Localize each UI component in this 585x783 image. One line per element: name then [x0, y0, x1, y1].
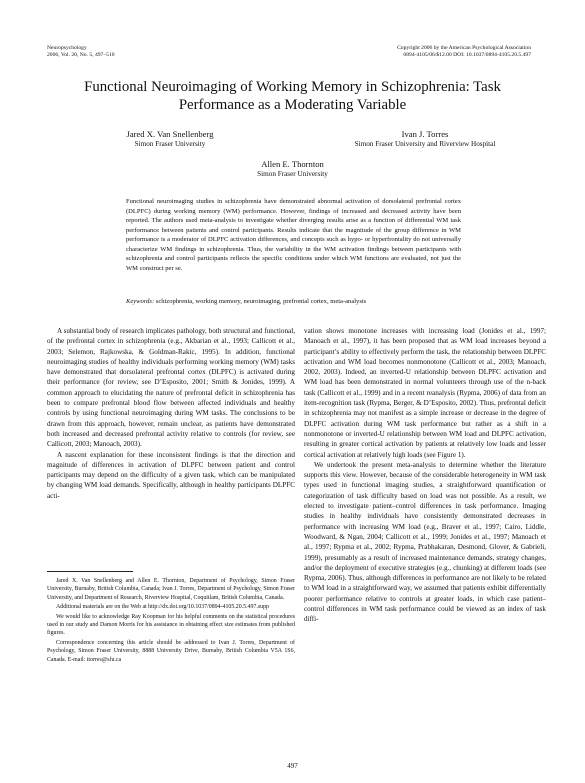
- article-title: Functional Neuroimaging of Working Memory in Schizophrenia: Task Performance as a Moderating Variable: [84, 79, 501, 113]
- author-name: Ivan J. Torres: [401, 129, 449, 139]
- author-affiliation: Simon Fraser University: [257, 169, 328, 178]
- author-affiliation: Simon Fraser University and Riverview Hospital: [354, 139, 496, 148]
- footnote-rule: [47, 571, 133, 572]
- copyright-notice: Copyright 2006 by the American Psychological Association: [397, 45, 531, 51]
- page-number: 497: [287, 762, 298, 770]
- issn-doi: 0894-4105/06/$12.00 DOI: 10.1037/0894-4105.20.5.497: [403, 52, 531, 58]
- author-block-2: [320, 129, 530, 149]
- running-header-left: [47, 45, 115, 59]
- keywords-label: Keywords:: [126, 298, 155, 305]
- body-paragraph: We undertook the present meta-analysis to determine whether the literature supports this view. However, because of the considerable heterogeneity in WM task types used in functional imaging studies, a straightforward quantification or categorization of task difficulty based on load was not possible. As a result, we elected to investigate patient–control differences in task performance. Imaging studies in healthy individuals have consistently demonstrated decreases in performance with increasing WM load (e.g., Braver et al., 1997; Cairo, Liddle, Woodward, & Ngan, 2004; Callicott et al., 1999; Jonides et al., 1997; Manoach et al., 1997; Rypma et al., 2002; Rypma, Prabhakaran, Desmond, Glover, & Gabrieli, 1999), presumably as a result of increased maintenance demands, strategy changes, and/or the deployment of executive strategies (e.g., chunking) at different loads (see Rypma, 2006). Thus, although differences in performance are not likely to be related to WM load in a straightforward way, we assumed that patients exhibit differentially poorer performance relative to controls at greater loads, in which case patient–control differences in WM task performance could be viewed as an index of task diffi-: [304, 460, 546, 624]
- footnote-affiliations: Jared X. Van Snellenberg and Allen E. Thornton, Department of Psychology, Simon Fraser University, Burnaby, British Columbia, Canada; Ivan J. Torres, Department of Psychology, Simon Fraser University, and Department of Research, Riverview Hospital, Coquitlam, British Columbia, Canada.: [47, 578, 295, 601]
- keywords-text: schizophrenia, working memory, neuroimaging, prefrontal cortex, meta-analysis: [155, 298, 367, 305]
- author-block-1: [80, 129, 260, 149]
- author-block-3: [200, 159, 385, 179]
- running-header-right: [397, 45, 531, 59]
- body-column-left: [47, 326, 295, 501]
- footnote-acknowledgments: We would like to acknowledge Ray Koopman for his helpful comments on the statistical procedures used in our study and Damon Morris for his assistance in obtaining effect size estimates from published figures.: [47, 613, 295, 637]
- author-affiliation: Simon Fraser University: [134, 139, 206, 148]
- footnote-correspondence: Correspondence concerning this article should be addressed to Ivan J. Torres, Department of Psychology, Simon Fraser University, 8888 University Drive, Burnaby, British Columbia V5A 1S6, Canada. E-mail: itorres@sfu.ca: [47, 639, 295, 663]
- journal-name: Neuropsychology: [47, 45, 87, 51]
- author-name: Jared X. Van Snellenberg: [126, 129, 214, 139]
- volume-info: 2006, Vol. 20, No. 5, 497–510: [47, 52, 115, 58]
- body-column-right: [304, 326, 546, 625]
- body-paragraph: A substantial body of research implicates pathology, both structural and functional, of the prefrontal cortex in schizophrenia (e.g., Akbarian et al., 1993; Callicott et al., 2003; Selemon, Rajkowska, & Goldman-Rakic, 1995). In addition, functional neuroimaging studies of healthy individuals performing working memory (WM) tasks have demonstrated that dorsolateral prefrontal cortex (DLPFC) is activated during their performance (for review, see D’Esposito, 2001; Smith & Jonides, 1999). A common approach to elucidating the nature of prefrontal deficit in schizophrenia has been to compare prefrontal blood flow between affected individuals and healthy controls by using functional neuroimaging during WM tasks. The conclusions to be drawn from this approach, however, remain unclear, as patients have demonstrated both increased and decreased prefrontal activity relative to controls (for review, see Callicott, 2003; Manoach, 2003).: [47, 327, 295, 449]
- footnotes: [47, 577, 295, 665]
- keywords: [126, 297, 461, 307]
- body-paragraph: A nascent explanation for these inconsistent findings is that the direction and magnitude of differences in activation of DLPFC between patient and control participants may depend on the difficulty of a given task, which can be manipulated by changing WM load demands. Specifically, although in healthy participants DLPFC acti-: [47, 450, 295, 500]
- footnote-supplement: Additional materials are on the Web at http://dx.doi.org/10.1037/0894-4105.20.5.497.supp: [56, 604, 269, 611]
- abstract: Functional neuroimaging studies in schizophrenia have demonstrated abnormal activation of dorsolateral prefrontal cortex (DLPFC) during working memory (WM) performance. However, findings of increased and decreased activity have been reported. The authors used meta-analysis to investigate whether diverging results arise as a function of differential WM task performance between patients and control participants. Results indicate that the magnitude of the group difference in WM performance is a moderator of DLPFC activation differences, and concepts such as hypo- or hyperfrontality do not universally characterize WM findings in schizophrenia. Thus, the variability in the WM activation findings between participants with schizophrenia and control participants reflects the specific conditions under which WM functions are evaluated, not just the WM construct per se.: [126, 198, 461, 272]
- body-paragraph: vation shows monotone increases with increasing load (Jonides et al., 1997; Manoach et al., 1997), it has been proposed that as WM load increases beyond a participant’s ability to effectively perform the task, the relationship between DLPFC activation and WM load becomes nonmonotone (Callicott et al., 2003; Manoach, 2002, 2003). Indeed, an inverted-U relationship between DLPFC activation and WM load has been demonstrated in normal volunteers through use of the n-back task (Callicott et al., 1999) and in a recent reanalysis (Rypma, 2006) of data from an item-recognition task (Rypma, Berger, & D’Esposito, 2002). Thus, prefrontal deficit in schizophrenia may not manifest as a simple increase or decrease in the degree of DLPFC activation during WM task performance but rather as a shift in a nonmonotone or inverted-U relationship between WM load and DLPFC activation, resulting in greater cortical activation by patients at relatively low loads and lesser cortical activation at relatively high loads (see Figure 1).: [304, 327, 546, 459]
- author-name: Allen E. Thornton: [261, 159, 324, 169]
